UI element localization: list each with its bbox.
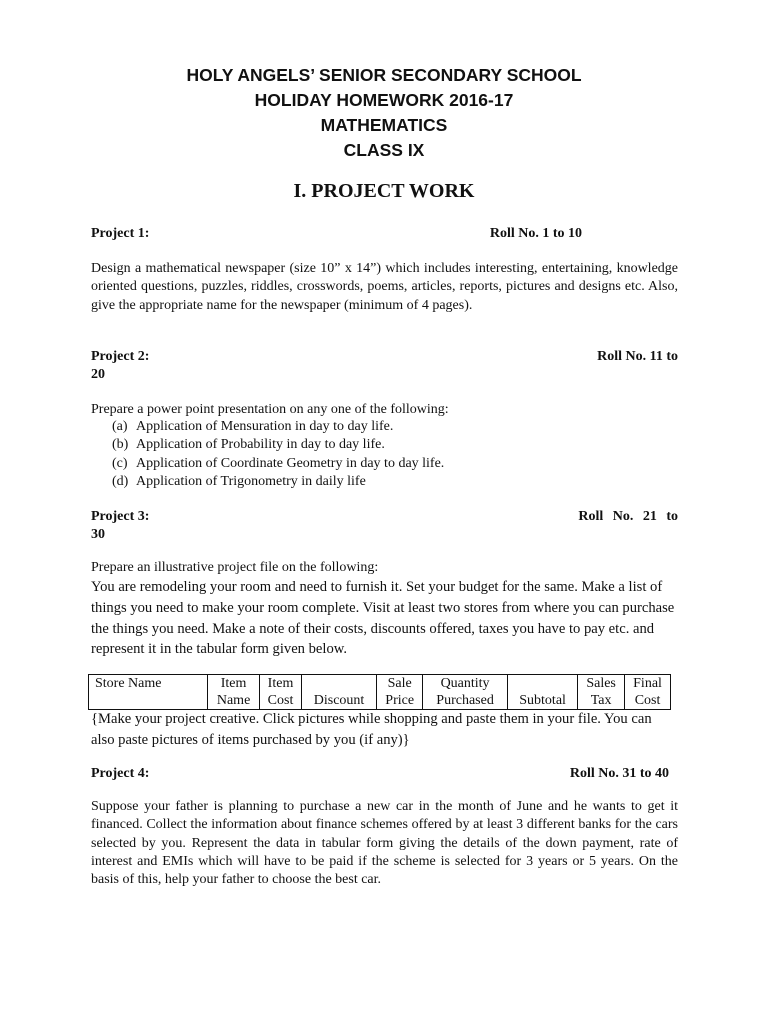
table-cell: Tax	[578, 692, 625, 710]
school-name: HOLY ANGELS’ SENIOR SECONDARY SCHOOL	[186, 65, 582, 85]
project3-intro: Prepare an illustrative project file on the following:	[91, 560, 379, 575]
list-item: (b) Application of Probability in day to day life.	[112, 437, 385, 453]
project1-label: Project 1:	[91, 226, 150, 241]
table-cell	[301, 675, 376, 693]
project4-text: Suppose your father is planning to purchase a new car in the month of June and he wants to get it financed. Collect the information about finance schemes offered by at least 3 different banks for the cars selected by you. Represent the data in tabular form giving the details of the down payment, rate of interest and EMIs which will have to be paid if the scheme is selected for 3 years or 5 years. On the basis of this, help your father to choose the best car.	[91, 799, 678, 888]
table-cell: Final	[625, 675, 671, 693]
project3-heading	[91, 508, 678, 526]
table-cell: Store Name	[89, 675, 208, 693]
table-cell: Price	[377, 692, 423, 710]
project2-options	[112, 418, 672, 491]
table-cell: Purchased	[423, 692, 508, 710]
table-cell: Discount	[301, 692, 376, 710]
project4-label: Project 4:	[91, 766, 150, 781]
project2-heading	[91, 348, 678, 366]
project2-roll-cont: 20	[91, 367, 105, 382]
project2-roll: Roll No. 11 to	[597, 349, 678, 364]
project4-heading	[91, 765, 678, 783]
homework-title: HOLIDAY HOMEWORK 2016-17	[254, 90, 514, 110]
project1-heading	[91, 225, 678, 243]
project3-roll-cont: 30	[91, 527, 105, 542]
list-item: (a) Application of Mensuration in day to day life.	[112, 419, 394, 434]
table-row	[89, 692, 671, 710]
school-header	[0, 63, 768, 163]
budget-table	[88, 674, 671, 710]
project3-roll: Roll No. 21 to	[578, 509, 678, 524]
table-cell: Cost	[260, 692, 302, 710]
project4-roll: Roll No. 31 to 40	[569, 766, 669, 781]
table-cell	[89, 692, 208, 710]
project3-label: Project 3:	[91, 509, 150, 524]
table-cell: Item	[208, 675, 260, 693]
table-cell: Sales	[578, 675, 625, 693]
table-cell: Subtotal	[508, 692, 578, 710]
table-cell: Sale	[377, 675, 423, 693]
project3-text: You are remodeling your room and need to furnish it. Set your budget for the same. Make a list of things you need to make your room complete. Visit at least two stores from where you can purchase the things you need. Make a note of their costs, discounts offered, taxes you have to pay etc. and represent it in the tabular form given below.	[91, 579, 675, 658]
table-cell: Name	[208, 692, 260, 710]
project2-label: Project 2:	[91, 349, 150, 364]
list-item: (d) Application of Trigonometry in daily life	[112, 473, 366, 489]
table-cell: Quantity	[423, 675, 508, 693]
table-cell: Item	[260, 675, 302, 693]
project2-intro: Prepare a power point presentation on any one of the following:	[91, 402, 449, 417]
project1-text: Design a mathematical newspaper (size 10” x 14”) which includes interesting, entertaining, knowledge oriented questions, puzzles, riddles, crosswords, poems, articles, reports, pictures and designs etc. Also, give the appropriate name for the newspaper (minimum of 4 pages).	[91, 261, 678, 313]
subject-title: MATHEMATICS	[320, 115, 448, 135]
table-cell	[508, 675, 578, 693]
project1-roll: Roll No. 1 to 10	[489, 226, 582, 241]
section-title: I. PROJECT WORK	[293, 180, 475, 202]
list-item: (c) Application of Coordinate Geometry in day to day life.	[112, 455, 445, 471]
table-cell: Cost	[625, 692, 671, 710]
project3-note: {Make your project creative. Click pictures while shopping and paste them in your file. You can also paste pictures of items purchased by you (if any)}	[91, 711, 652, 748]
class-title: CLASS IX	[343, 140, 425, 160]
table-row	[89, 675, 671, 693]
